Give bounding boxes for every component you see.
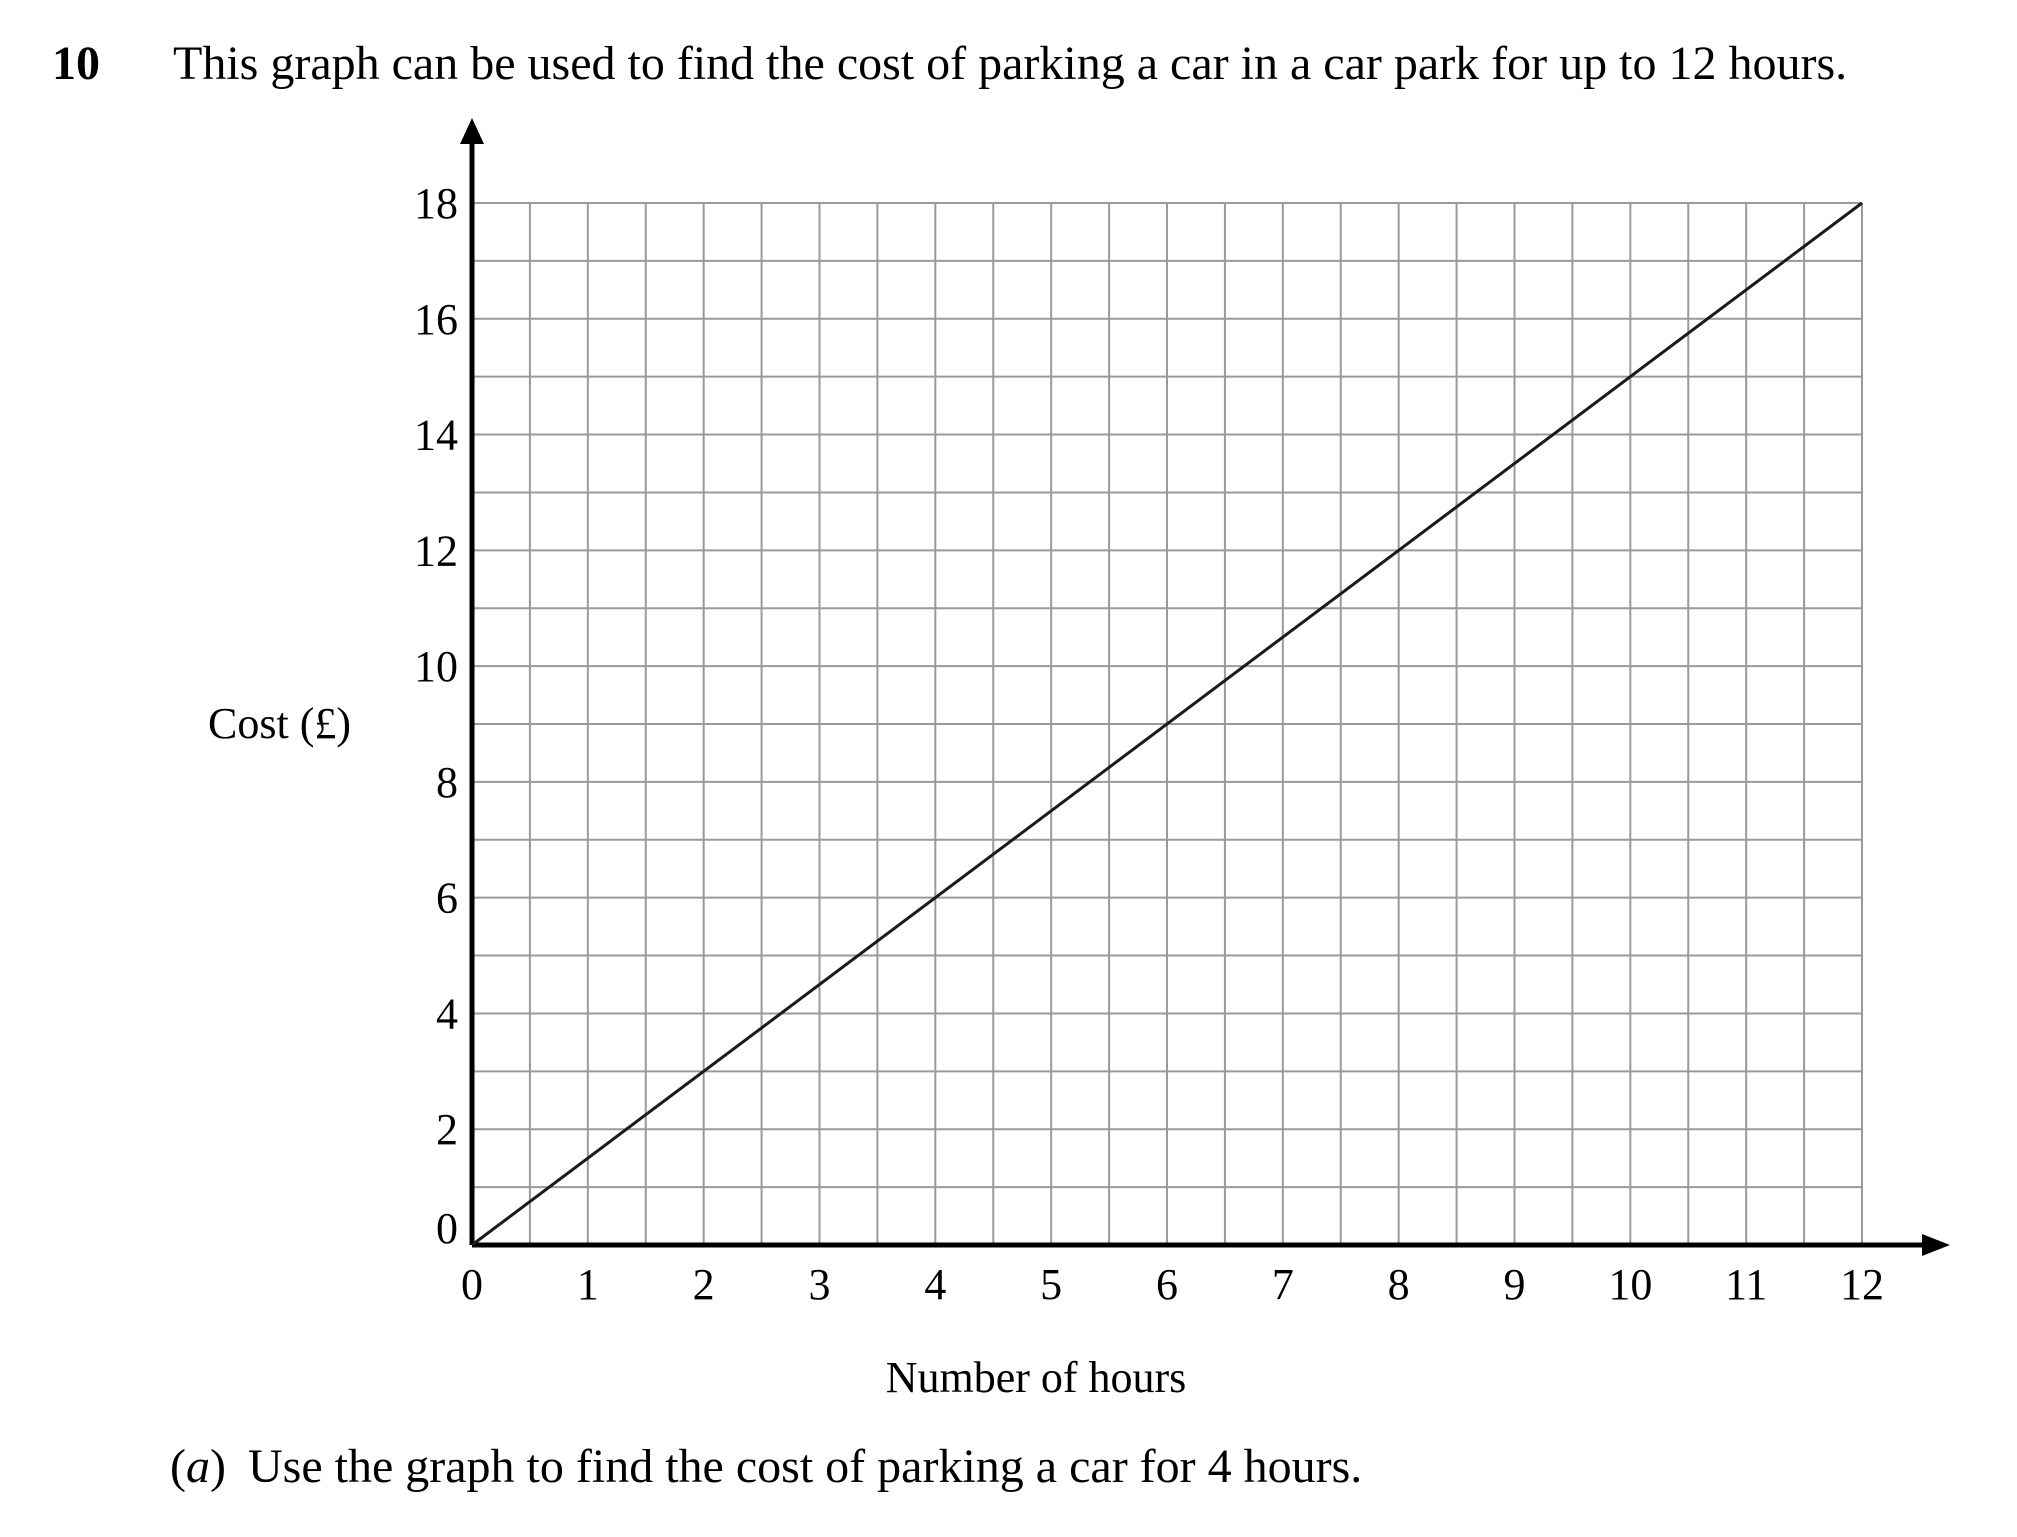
y-tick-label: 8	[436, 757, 458, 807]
part-a-question	[170, 1440, 1363, 1493]
y-tick-label: 14	[414, 410, 458, 460]
y-tick-label: 6	[436, 873, 458, 923]
x-tick-label: 0	[461, 1260, 483, 1309]
y-tick-label: 12	[414, 526, 458, 576]
y-tick-label: 16	[414, 294, 458, 344]
part-a-text: Use the graph to find the cost of parking a car for 4 hours.	[247, 1440, 1363, 1493]
x-tick-label: 4	[924, 1260, 947, 1309]
x-tick-label: 8	[1387, 1260, 1410, 1309]
part-a-close-paren: )	[209, 1440, 226, 1493]
x-axis-label: Number of hours	[885, 1353, 1187, 1402]
y-tick-label: 10	[414, 642, 458, 692]
question-number: 10	[52, 37, 100, 90]
y-axis-label: Cost (£)	[208, 699, 351, 748]
x-tick-label: 2	[692, 1260, 715, 1309]
x-tick-label: 9	[1503, 1260, 1526, 1309]
x-tick-label: 6	[1156, 1260, 1178, 1309]
part-a-letter: a	[185, 1440, 210, 1493]
y-axis-arrow-icon	[460, 118, 484, 144]
part-a-label	[170, 1440, 226, 1493]
x-axis-arrow-icon	[1922, 1234, 1950, 1256]
chart-labels	[208, 179, 1884, 1402]
x-tick-label: 7	[1271, 1260, 1294, 1309]
part-a-open-paren: (	[170, 1440, 186, 1493]
x-tick-label: 5	[1040, 1260, 1063, 1309]
x-tick-label: 11	[1724, 1260, 1768, 1309]
y-tick-label: 4	[436, 989, 458, 1039]
y-tick-label: 18	[414, 179, 458, 228]
x-tick-label: 3	[808, 1260, 831, 1309]
question-text: This graph can be used to find the cost of parking a car in a car park for up to 12 hours.	[173, 37, 1848, 90]
y-tick-label: 0	[436, 1204, 458, 1253]
x-tick-label: 12	[1840, 1260, 1884, 1309]
y-tick-label: 2	[436, 1105, 458, 1155]
x-tick-label: 1	[576, 1260, 599, 1309]
x-tick-label: 10	[1608, 1260, 1653, 1309]
